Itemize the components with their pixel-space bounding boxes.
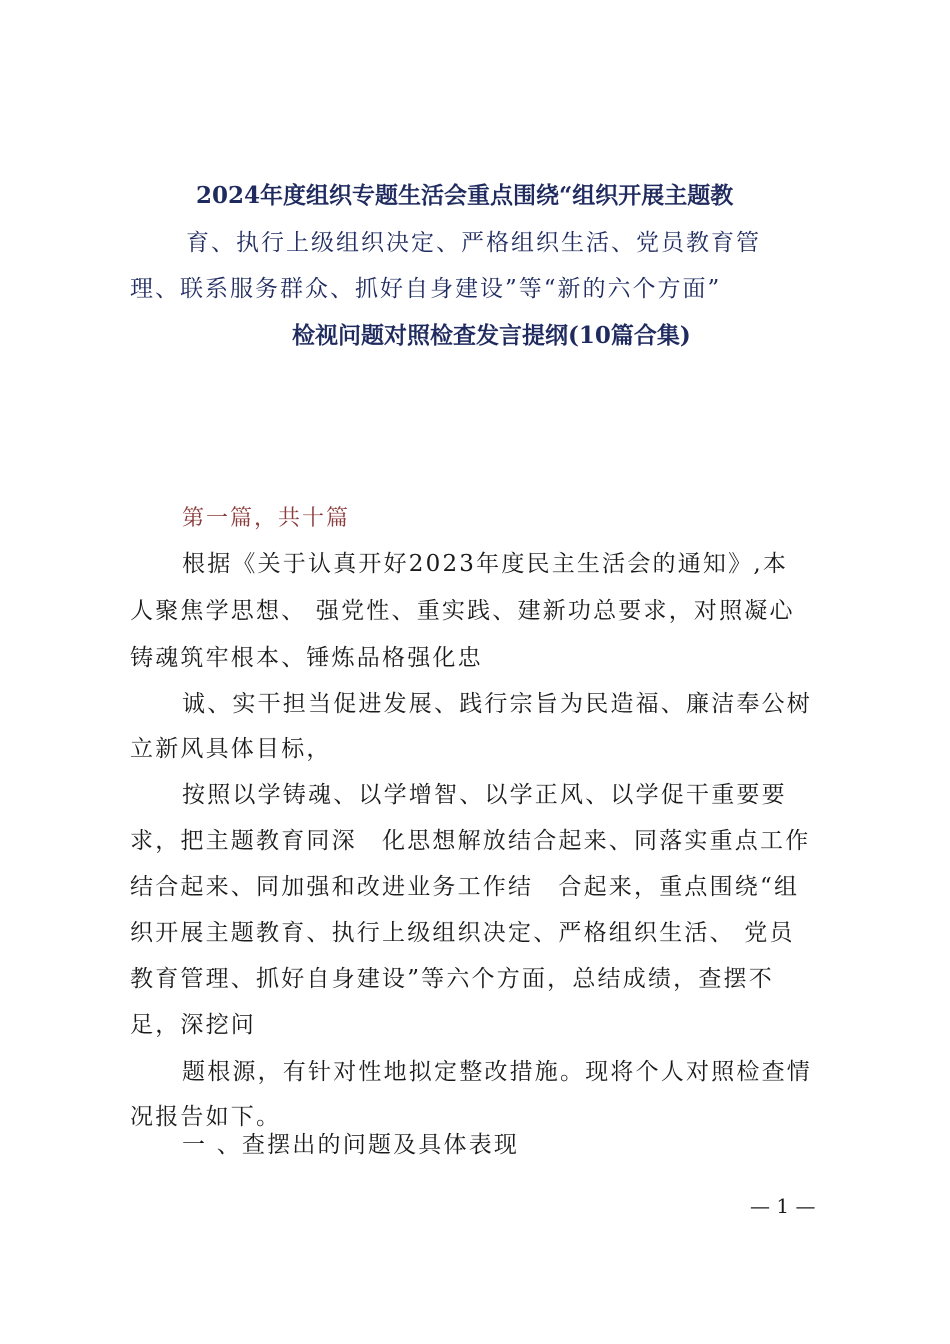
body-line: 铸魂筑牢根本、锤炼品格强化忠: [130, 645, 483, 671]
body-line: 立新风具体目标，: [130, 736, 332, 762]
body-line: 按照以学铸魂、以学增智、以学正风、以学促干重要要: [182, 782, 787, 808]
body-line: 织开展主题教育、执行上级组织决定、严格组织生活、 党员: [130, 920, 795, 946]
page-number: — 1 —: [750, 1194, 816, 1218]
title-line-2: 育、执行上级组织决定、严格组织生活、党员教育管: [186, 230, 761, 256]
body-line: 题根源，有针对性地拟定整改措施。现将个人对照检查情: [182, 1059, 812, 1085]
section-label: 第一篇，共十篇: [182, 506, 351, 531]
body-line: 况报告如下。: [130, 1104, 282, 1130]
body-line: 诚、实干担当促进发展、践行宗旨为民造福、廉洁奉公树: [182, 691, 812, 717]
body-line: 人聚焦学思想、 强党性、重实践、建新功总要求，对照凝心: [130, 598, 795, 624]
body-line: 求，把主题教育同深 化思想解放结合起来、同落实重点工作: [130, 828, 811, 854]
body-line: 教育管理、抓好自身建设”等六个方面，总结成绩，查摆不: [130, 966, 774, 992]
body-line: 根据《关于认真开好2023年度民主生活会的通知》,本: [182, 551, 789, 577]
title-line-1: 2024年度组织专题生活会重点围绕“组织开展主题教: [196, 182, 734, 209]
body-line: 结合起来、同加强和改进业务工作结 合起来，重点围绕“组: [130, 874, 800, 900]
section-heading: 一 、查摆出的问题及具体表现: [182, 1132, 520, 1158]
title-line-4: 检视问题对照检查发言提纲(10篇合集): [292, 322, 691, 349]
title-line-3: 理、联系服务群众、抓好自身建设”等“新的六个方面”: [130, 276, 722, 302]
body-line: 足，深挖问: [130, 1012, 256, 1038]
